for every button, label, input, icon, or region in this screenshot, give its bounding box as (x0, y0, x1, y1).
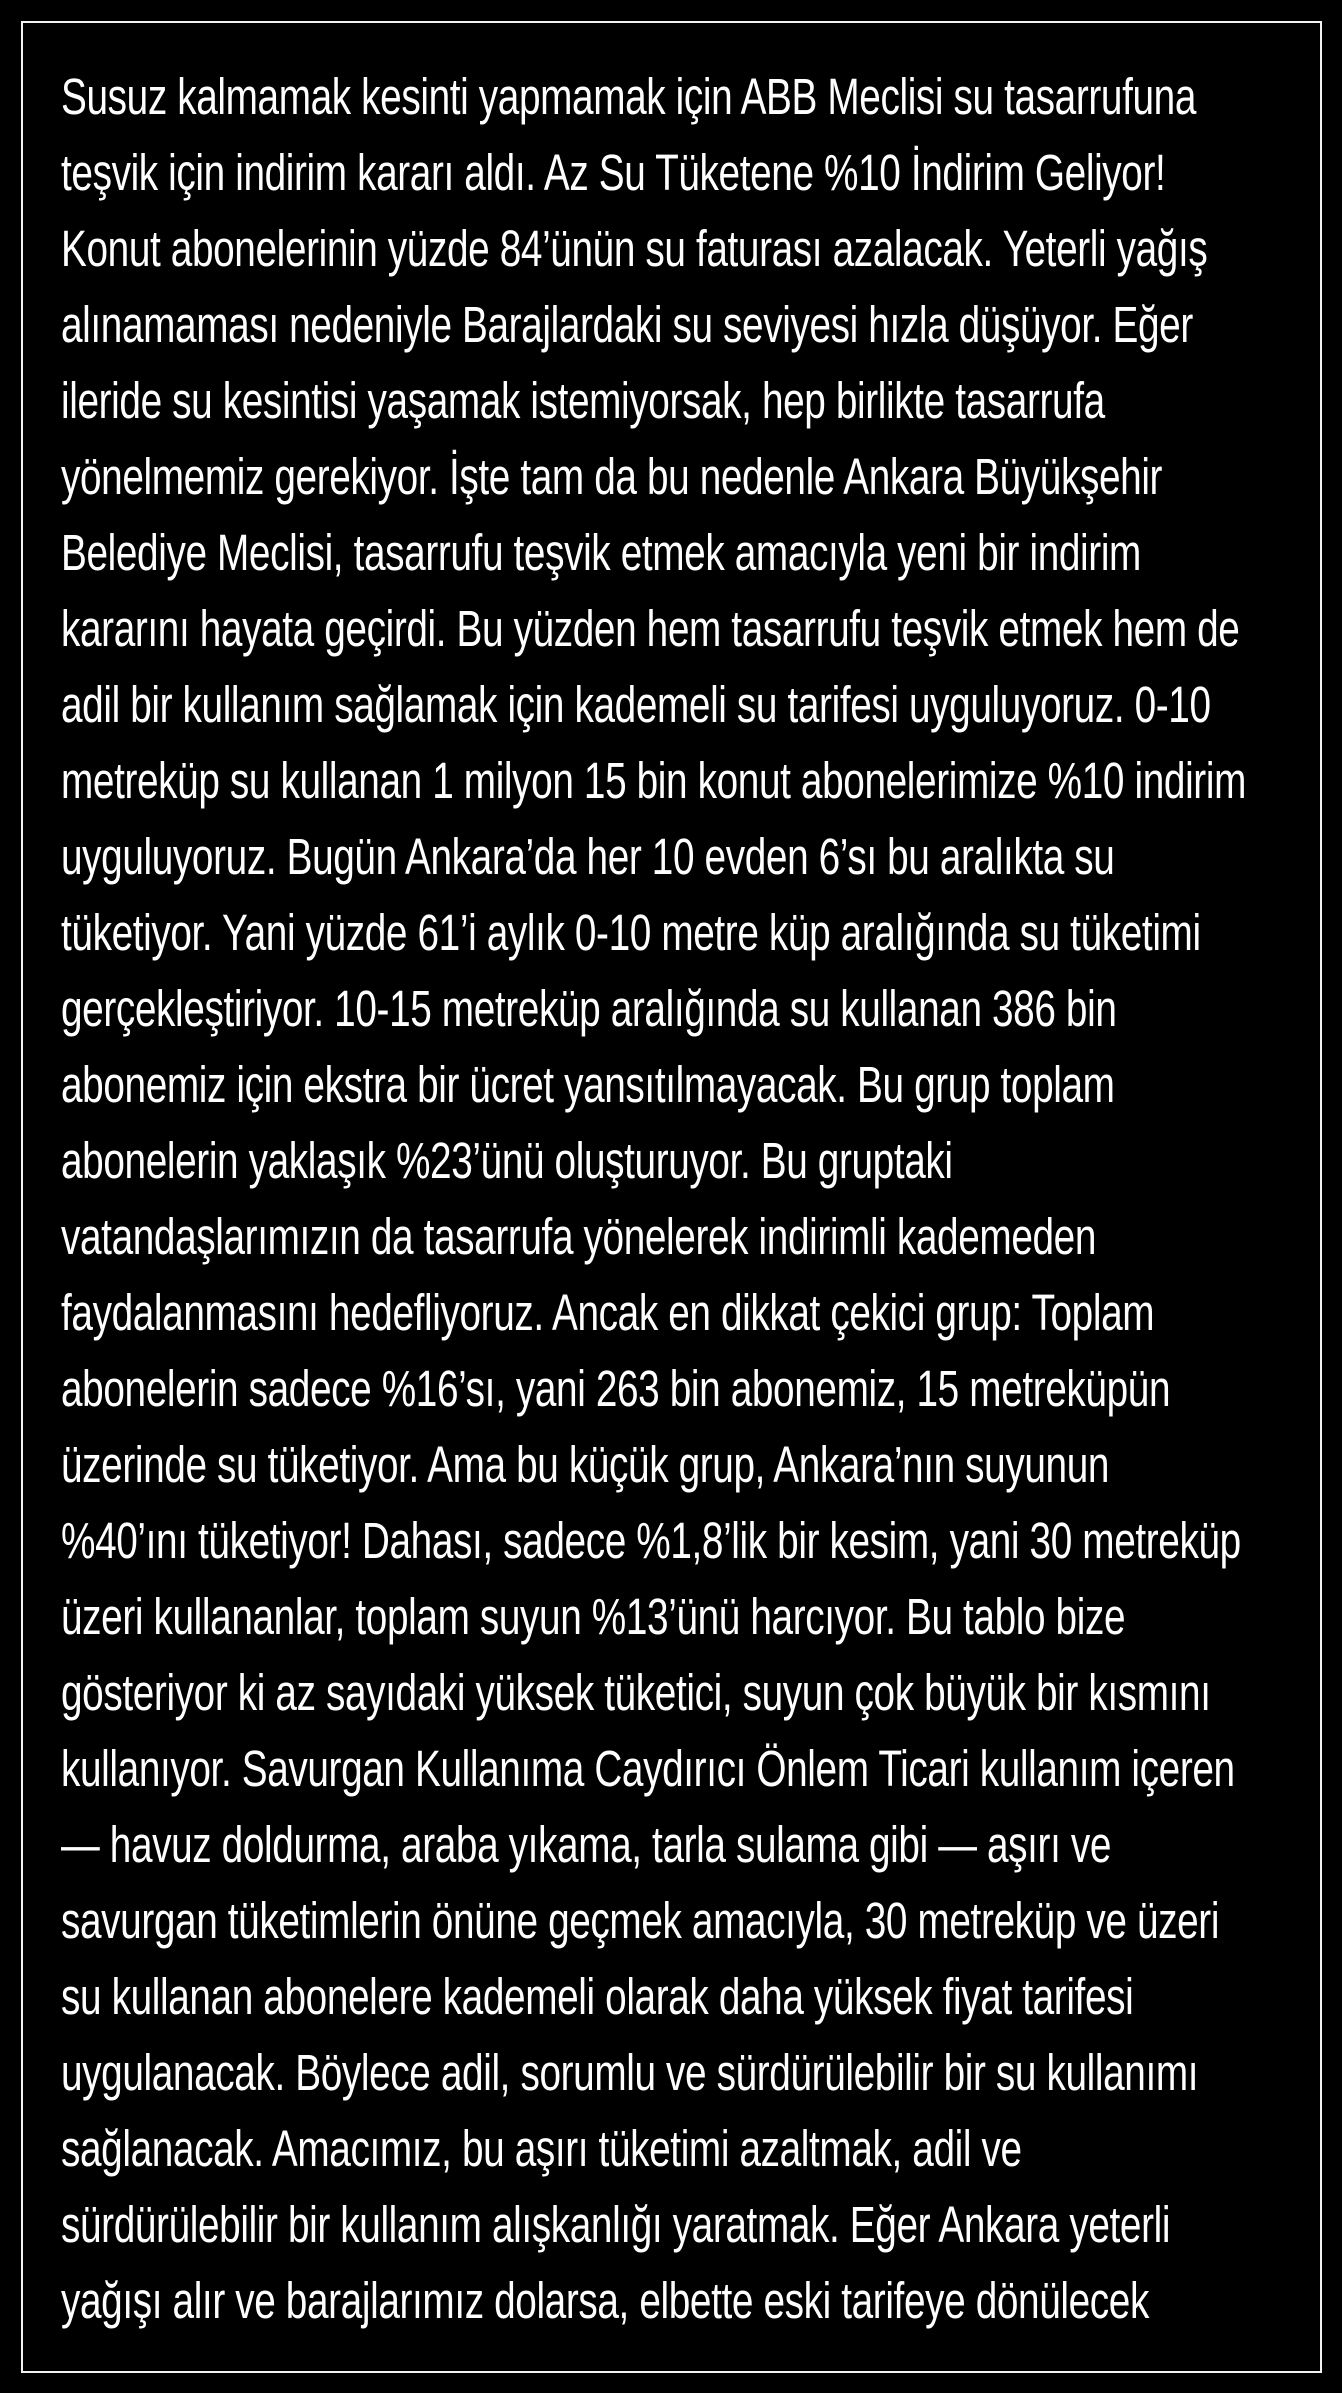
article-line: alınamaması nedeniyle Barajlardaki su seviyesi hızla düşüyor. Eğer (61, 296, 1193, 353)
article-line: yönelmemiz gerekiyor. İşte tam da bu nedenle Ankara Büyükşehir (61, 448, 1163, 505)
article-line: abonelerin yaklaşık %23’ünü oluşturuyor. Bu gruptaki (61, 1132, 953, 1189)
article-line: sürdürülebilir bir kullanım alışkanlığı yaratmak. Eğer Ankara yeterli (61, 2196, 1171, 2253)
article-line: — havuz doldurma, araba yıkama, tarla sulama gibi — aşırı ve (61, 1816, 1112, 1873)
article-line: su kullanan abonelere kademeli olarak daha yüksek fiyat tarifesi (61, 1968, 1134, 2025)
article-text (61, 59, 1301, 2339)
article-line: faydalanmasını hedefliyoruz. Ancak en dikkat çekici grup: Toplam (61, 1284, 1155, 1341)
article-line: Belediye Meclisi, tasarrufu teşvik etmek amacıyla yeni bir indirim (61, 524, 1141, 581)
article-line: uyguluyoruz. Bugün Ankara’da her 10 evden 6’sı bu aralıkta su (61, 828, 1115, 885)
article-line: ileride su kesintisi yaşamak istemiyorsak, hep birlikte tasarrufa (61, 372, 1105, 429)
article-line: teşvik için indirim kararı aldı. Az Su Tüketene %10 İndirim Geliyor! (61, 144, 1166, 201)
article-line: üzerinde su tüketiyor. Ama bu küçük grup, Ankara’nın suyunun (61, 1436, 1110, 1493)
article-line: abonelerin sadece %16’sı, yani 263 bin abonemiz, 15 metreküpün (61, 1360, 1171, 1417)
article-line: Susuz kalmamak kesinti yapmamak için ABB Meclisi su tasarrufuna (61, 68, 1197, 125)
article-line: %40’ını tüketiyor! Dahası, sadece %1,8’lik bir kesim, yani 30 metreküp (61, 1512, 1241, 1569)
content-frame-border (21, 21, 1322, 2373)
article-line: vatandaşlarımızın da tasarrufa yönelerek indirimli kademeden (61, 1208, 1097, 1265)
article-line: gösteriyor ki az sayıdaki yüksek tüketici, suyun çok büyük bir kısmını (61, 1664, 1211, 1721)
article-line: Konut abonelerinin yüzde 84’ünün su faturası azalacak. Yeterli yağış (61, 220, 1208, 277)
article-line: abonemiz için ekstra bir ücret yansıtılmayacak. Bu grup toplam (61, 1056, 1115, 1113)
article-line: kararını hayata geçirdi. Bu yüzden hem tasarrufu teşvik etmek hem de (61, 600, 1240, 657)
article-line: savurgan tüketimlerin önüne geçmek amacıyla, 30 metreküp ve üzeri (61, 1892, 1220, 1949)
article-line: kullanıyor. Savurgan Kullanıma Caydırıcı Önlem Ticari kullanım içeren (61, 1740, 1235, 1797)
article-line: metreküp su kullanan 1 milyon 15 bin konut abonelerimize %10 indirim (61, 752, 1246, 809)
article-line: sağlanacak. Amacımız, bu aşırı tüketimi azaltmak, adil ve (61, 2120, 1022, 2177)
article-line: yağışı alır ve barajlarımız dolarsa, elbette eski tarifeye dönülecek (61, 2272, 1149, 2329)
article-line: üzeri kullananlar, toplam suyun %13’ünü harcıyor. Bu tablo bize (61, 1588, 1126, 1645)
article-line: adil bir kullanım sağlamak için kademeli su tarifesi uyguluyoruz. 0-10 (61, 676, 1211, 733)
article-line: tüketiyor. Yani yüzde 61’i aylık 0-10 metre küp aralığında su tüketimi (61, 904, 1201, 961)
article-line: gerçekleştiriyor. 10-15 metreküp aralığında su kullanan 386 bin (61, 980, 1117, 1037)
article-line: uygulanacak. Böylece adil, sorumlu ve sürdürülebilir bir su kullanımı (61, 2044, 1199, 2101)
